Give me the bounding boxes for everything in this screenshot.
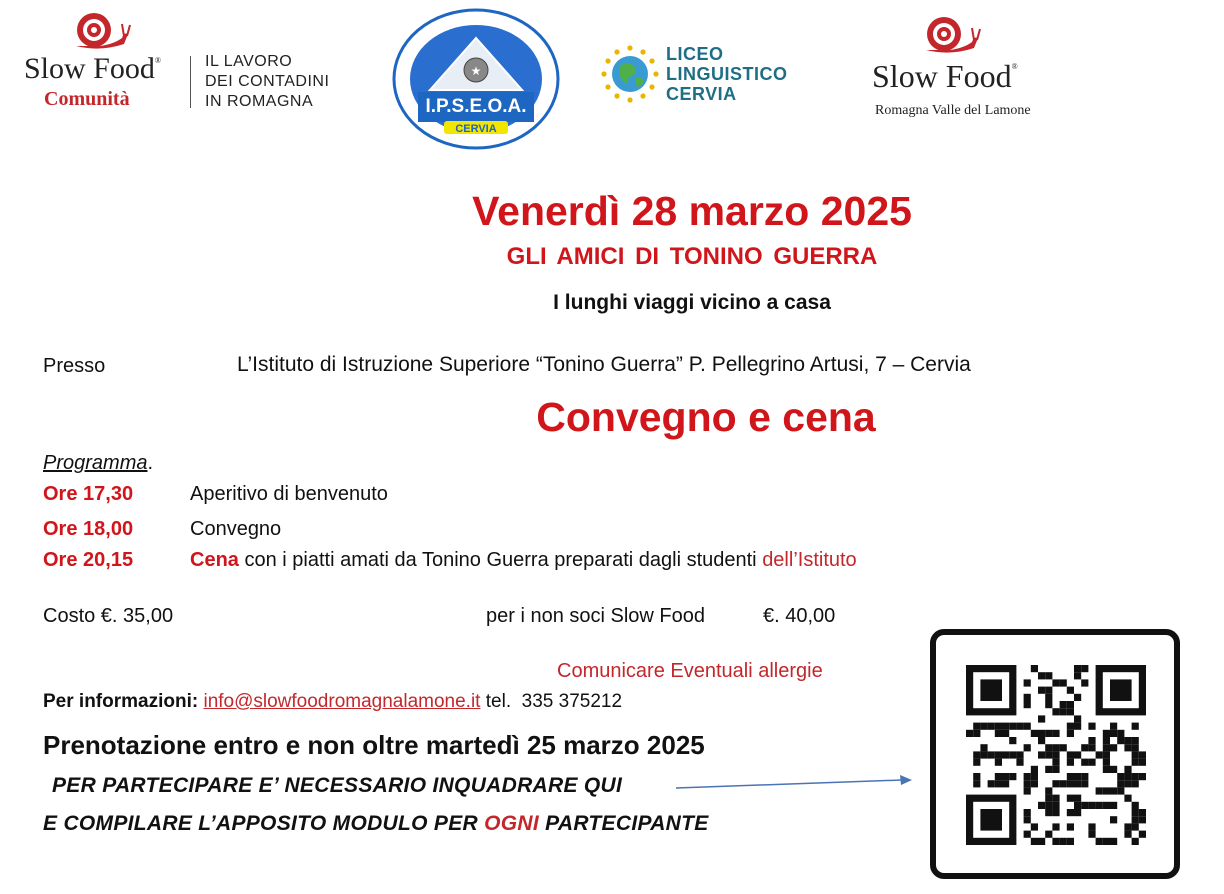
qr-module xyxy=(1088,823,1095,830)
qr-module xyxy=(1081,665,1088,672)
qr-module xyxy=(1110,838,1117,845)
qr-module xyxy=(1002,730,1009,737)
qr-module xyxy=(1024,694,1031,701)
program-tail: dell’Istituto xyxy=(762,549,857,571)
qr-module xyxy=(1060,838,1067,845)
presso-label: Presso xyxy=(43,355,106,377)
qr-module xyxy=(1088,759,1095,766)
qr-module xyxy=(1117,730,1124,737)
qr-module xyxy=(1052,759,1059,766)
qr-module xyxy=(1024,744,1031,751)
qr-module xyxy=(995,759,1002,766)
qr-module xyxy=(1024,816,1031,823)
qr-module xyxy=(1031,730,1038,737)
qr-module xyxy=(1031,838,1038,845)
qr-module xyxy=(1060,679,1067,686)
qr-module xyxy=(1067,809,1074,816)
qr-module xyxy=(1103,802,1110,809)
email-link[interactable]: info@slowfoodromagnalamone.it xyxy=(203,691,481,712)
qr-module xyxy=(1110,802,1117,809)
program-text: con i piatti amati da Tonino Guerra preparati dagli studenti xyxy=(238,549,763,571)
qr-module xyxy=(1103,751,1110,758)
school-seal-icon xyxy=(392,8,560,150)
qr-module xyxy=(1045,744,1052,751)
qr-module xyxy=(1124,831,1131,838)
qr-module xyxy=(980,751,987,758)
qr-module xyxy=(1103,838,1110,845)
qr-module xyxy=(1074,723,1081,730)
qr-module xyxy=(1096,751,1103,758)
qr-module xyxy=(1045,694,1052,701)
qr-module xyxy=(980,723,987,730)
qr-module xyxy=(1132,780,1139,787)
qr-module xyxy=(1045,831,1052,838)
qr-module xyxy=(1052,730,1059,737)
qr-module xyxy=(1139,809,1146,816)
qr-module xyxy=(1103,744,1110,751)
qr-module xyxy=(1074,780,1081,787)
qr-module xyxy=(1081,780,1088,787)
arrow-right-icon xyxy=(676,772,914,794)
qr-module xyxy=(1031,823,1038,830)
qr-module xyxy=(1110,766,1117,773)
qr-module xyxy=(1132,737,1139,744)
qr-module xyxy=(1052,795,1059,802)
qr-module xyxy=(1103,787,1110,794)
liceo-title: LICEO LINGUISTICO CERVIA xyxy=(666,44,788,104)
instruction-line-1: PER PARTECIPARE E’ NECESSARIO INQUADRARE QUI xyxy=(52,774,623,797)
qr-module xyxy=(1038,730,1045,737)
qr-module xyxy=(1052,802,1059,809)
qr-module xyxy=(1052,838,1059,845)
qr-module xyxy=(1074,694,1081,701)
qr-module xyxy=(1067,701,1074,708)
qr-module xyxy=(1124,795,1131,802)
instruction-line-2: E COMPILARE L’APPOSITO MODULO PER OGNI PARTECIPANTE xyxy=(43,812,709,835)
qr-module xyxy=(1002,723,1009,730)
qr-module xyxy=(973,759,980,766)
qr-module xyxy=(1067,780,1074,787)
booking-deadline: Prenotazione entro e non oltre martedì 25 marzo 2025 xyxy=(43,730,705,760)
qr-module xyxy=(1045,787,1052,794)
qr-module xyxy=(1132,823,1139,830)
qr-module xyxy=(1074,802,1081,809)
qr-module xyxy=(995,780,1002,787)
qr-module xyxy=(1038,672,1045,679)
qr-module xyxy=(1045,751,1052,758)
qr-module xyxy=(1096,802,1103,809)
qr-module xyxy=(1081,802,1088,809)
qr-module xyxy=(1045,809,1052,816)
qr-module xyxy=(1038,751,1045,758)
qr-module xyxy=(1067,795,1074,802)
program-item xyxy=(43,518,281,541)
snail-icon xyxy=(70,10,132,52)
qr-module xyxy=(1103,766,1110,773)
qr-module xyxy=(1132,751,1139,758)
logo-divider xyxy=(190,56,191,108)
event-date: Venerdì 28 marzo 2025 xyxy=(472,188,912,234)
slowfood-left-subtitle: Comunità xyxy=(44,88,130,110)
slowfood-right-subtitle: Romagna Valle del Lamone xyxy=(875,103,1031,118)
qr-module xyxy=(1067,751,1074,758)
qr-module xyxy=(1052,708,1059,715)
qr-module xyxy=(995,773,1002,780)
qr-module xyxy=(1103,737,1110,744)
qr-module xyxy=(988,780,995,787)
qr-module xyxy=(1124,780,1131,787)
info-line xyxy=(43,691,622,713)
svg-text:★: ★ xyxy=(470,64,482,78)
qr-module xyxy=(973,773,980,780)
qr-module xyxy=(1088,802,1095,809)
program-time: Ore 20,15 xyxy=(43,549,134,571)
qr-module xyxy=(1024,773,1031,780)
qr-module xyxy=(1074,809,1081,816)
qr-module xyxy=(1081,759,1088,766)
program-highlight: Cena xyxy=(190,549,239,571)
qr-module xyxy=(1096,838,1103,845)
program-item xyxy=(43,483,388,506)
qr-module xyxy=(1031,780,1038,787)
program-text: Aperitivo di benvenuto xyxy=(190,483,388,505)
qr-module xyxy=(1110,679,1132,701)
qr-module xyxy=(1002,773,1009,780)
qr-module xyxy=(1060,780,1067,787)
qr-module xyxy=(1088,831,1095,838)
qr-module xyxy=(1002,780,1009,787)
venue-text: L’Istituto di Istruzione Superiore “Tonino Guerra” P. Pellegrino Artusi, 7 – Cervia xyxy=(237,353,971,376)
program-time: Ore 18,00 xyxy=(43,518,134,540)
qr-module xyxy=(1009,773,1016,780)
qr-module xyxy=(1074,773,1081,780)
cost-members: Costo €. 35,00 xyxy=(43,605,174,627)
qr-module xyxy=(1132,723,1139,730)
qr-module xyxy=(988,723,995,730)
qr-module xyxy=(1074,672,1081,679)
slowfood-right-title: Slow Food® xyxy=(872,58,1018,94)
qr-module xyxy=(1081,773,1088,780)
qr-module xyxy=(1031,766,1038,773)
slowfood-left-tagline: IL LAVORO DEI CONTADINI IN ROMAGNA xyxy=(205,53,330,110)
qr-module xyxy=(995,751,1002,758)
qr-module xyxy=(995,723,1002,730)
qr-module xyxy=(1074,715,1081,722)
qr-module xyxy=(1139,773,1146,780)
qr-module xyxy=(1060,701,1067,708)
slowfood-left-title: Slow Food® xyxy=(24,52,161,85)
qr-module xyxy=(1139,816,1146,823)
qr-module xyxy=(1132,744,1139,751)
cost-non-members-price: €. 40,00 xyxy=(763,605,836,627)
qr-module xyxy=(1016,751,1023,758)
qr-module xyxy=(1103,759,1110,766)
qr-module xyxy=(1088,744,1095,751)
qr-module xyxy=(1016,759,1023,766)
qr-module xyxy=(1009,723,1016,730)
qr-module xyxy=(1024,679,1031,686)
qr-module xyxy=(1103,730,1110,737)
qr-module xyxy=(1088,737,1095,744)
program-time: Ore 17,30 xyxy=(43,483,134,505)
svg-text:CERVIA: CERVIA xyxy=(455,123,497,135)
qr-module xyxy=(973,751,980,758)
qr-module xyxy=(1132,759,1139,766)
qr-module xyxy=(1067,730,1074,737)
event-heading: Convegno e cena xyxy=(536,394,876,440)
qr-module xyxy=(1067,723,1074,730)
event-subtitle: I lunghi viaggi vicino a casa xyxy=(553,291,831,314)
qr-code-frame[interactable] xyxy=(930,629,1180,879)
qr-module xyxy=(1002,751,1009,758)
qr-module xyxy=(1132,802,1139,809)
qr-module xyxy=(1074,665,1081,672)
qr-code-icon xyxy=(936,635,1174,873)
globe-stars-icon xyxy=(598,42,662,106)
tel-number: 335 375212 xyxy=(521,691,623,712)
program-item xyxy=(43,549,857,572)
qr-module xyxy=(1024,809,1031,816)
qr-module xyxy=(1110,744,1117,751)
qr-module xyxy=(1074,795,1081,802)
qr-module xyxy=(1052,766,1059,773)
qr-module xyxy=(1045,766,1052,773)
qr-module xyxy=(988,751,995,758)
qr-module xyxy=(1024,831,1031,838)
qr-module xyxy=(1045,672,1052,679)
qr-module xyxy=(1124,823,1131,830)
qr-module xyxy=(1038,687,1045,694)
qr-module xyxy=(1024,780,1031,787)
qr-module xyxy=(1132,838,1139,845)
qr-module xyxy=(1117,737,1124,744)
qr-module xyxy=(973,723,980,730)
qr-module xyxy=(1124,744,1131,751)
qr-module xyxy=(1110,723,1117,730)
qr-module xyxy=(1038,715,1045,722)
qr-module xyxy=(1009,751,1016,758)
allergies-note: Comunicare Eventuali allergie xyxy=(557,660,823,682)
qr-module xyxy=(980,809,1002,831)
qr-module xyxy=(1124,766,1131,773)
qr-module xyxy=(1132,816,1139,823)
qr-module xyxy=(1139,759,1146,766)
snail-icon xyxy=(920,14,982,56)
qr-module xyxy=(1110,730,1117,737)
qr-module xyxy=(980,679,1002,701)
qr-module xyxy=(1038,737,1045,744)
qr-module xyxy=(980,744,987,751)
qr-module xyxy=(1081,679,1088,686)
qr-module xyxy=(1067,708,1074,715)
qr-module xyxy=(1067,823,1074,830)
qr-module xyxy=(1081,744,1088,751)
qr-module xyxy=(1132,809,1139,816)
qr-module xyxy=(1016,723,1023,730)
qr-module xyxy=(1031,773,1038,780)
qr-module xyxy=(1024,787,1031,794)
qr-module xyxy=(1096,787,1103,794)
qr-module xyxy=(1045,687,1052,694)
qr-module xyxy=(1132,773,1139,780)
instruction-highlight: OGNI xyxy=(484,812,539,835)
qr-module xyxy=(1052,780,1059,787)
qr-module xyxy=(1045,701,1052,708)
qr-module xyxy=(1060,744,1067,751)
qr-module xyxy=(1045,730,1052,737)
qr-module xyxy=(1038,802,1045,809)
qr-module xyxy=(1052,823,1059,830)
qr-module xyxy=(973,780,980,787)
qr-module xyxy=(1110,787,1117,794)
qr-module xyxy=(1067,773,1074,780)
tel-label: tel. xyxy=(480,691,512,712)
program-label: Programma. xyxy=(43,452,154,474)
qr-module xyxy=(1052,679,1059,686)
qr-module xyxy=(1124,737,1131,744)
qr-module xyxy=(1060,708,1067,715)
qr-module xyxy=(1067,838,1074,845)
qr-module xyxy=(1124,773,1131,780)
program-text: Convegno xyxy=(190,518,282,540)
qr-module xyxy=(1009,737,1016,744)
qr-module xyxy=(1139,831,1146,838)
event-title: GLI AMICI DI TONINO GUERRA xyxy=(506,243,878,270)
qr-module xyxy=(1067,759,1074,766)
cost-non-members-label: per i non soci Slow Food xyxy=(486,605,706,627)
info-label: Per informazioni: xyxy=(43,691,199,712)
qr-module xyxy=(1067,687,1074,694)
qr-module xyxy=(1038,838,1045,845)
qr-module xyxy=(966,730,973,737)
qr-module xyxy=(1052,809,1059,816)
qr-module xyxy=(1031,665,1038,672)
qr-module xyxy=(973,730,980,737)
qr-module xyxy=(1052,744,1059,751)
qr-module xyxy=(995,730,1002,737)
qr-module xyxy=(1117,780,1124,787)
qr-module xyxy=(1139,751,1146,758)
qr-module xyxy=(1110,816,1117,823)
qr-module xyxy=(1024,701,1031,708)
qr-module xyxy=(1045,802,1052,809)
qr-module xyxy=(1074,751,1081,758)
svg-text:I.P.S.E.O.A.: I.P.S.E.O.A. xyxy=(425,96,527,117)
qr-module xyxy=(1024,723,1031,730)
qr-module xyxy=(1117,773,1124,780)
qr-module xyxy=(1045,795,1052,802)
qr-module xyxy=(1088,723,1095,730)
qr-module xyxy=(1052,751,1059,758)
qr-module xyxy=(1117,787,1124,794)
